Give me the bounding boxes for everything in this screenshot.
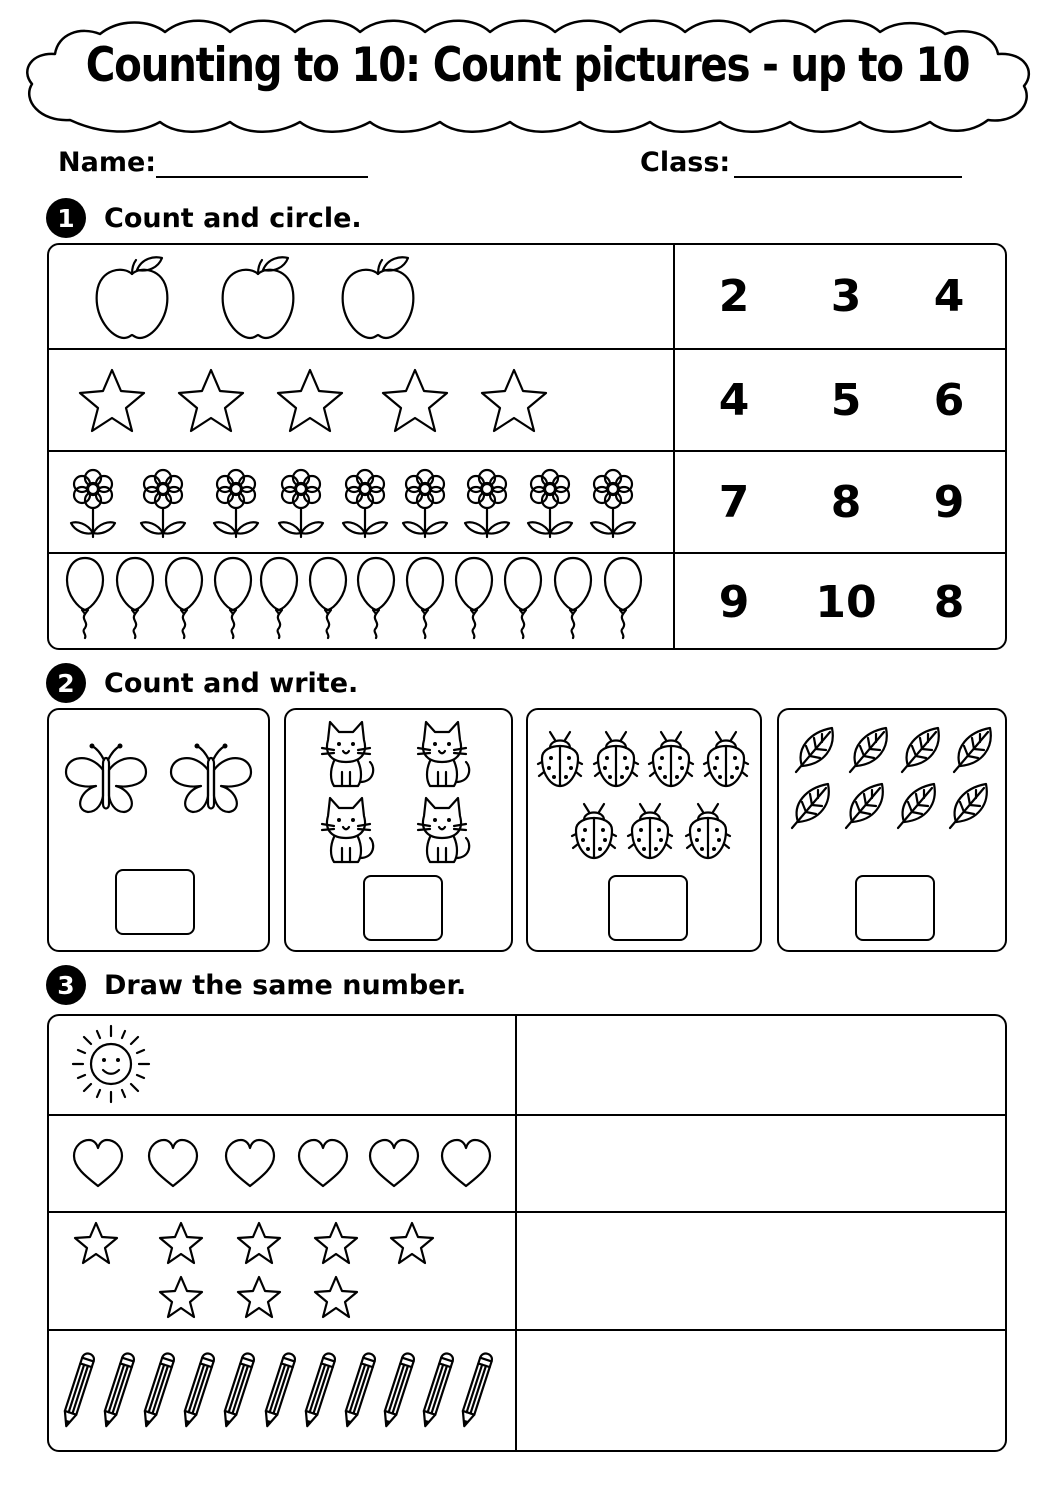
section-1-instruction: Count and circle.: [104, 202, 362, 234]
balloon-icon: [261, 558, 297, 638]
star-icon: [278, 370, 342, 431]
balloon-icon: [358, 558, 394, 638]
option-number[interactable]: 3: [830, 271, 862, 322]
option-number[interactable]: 2: [718, 271, 750, 322]
flower-icon: [591, 470, 635, 537]
balloons-row: [67, 558, 641, 638]
option-number[interactable]: 4: [933, 271, 965, 322]
apple-icon: [97, 257, 168, 338]
option-number[interactable]: 8: [933, 577, 965, 628]
apple-icon: [343, 257, 414, 338]
balloon-icon: [117, 558, 153, 638]
section-2-header: [46, 663, 358, 703]
flower-icon: [141, 470, 185, 537]
flower-icon: [279, 470, 323, 537]
star-icon: [179, 370, 243, 431]
option-number[interactable]: 9: [933, 477, 965, 528]
section-3-instruction: Draw the same number.: [104, 969, 467, 1001]
drawing-area[interactable]: [518, 1214, 1004, 1328]
balloon-icon: [505, 558, 541, 638]
option-number[interactable]: 4: [718, 375, 750, 426]
answer-box[interactable]: [855, 875, 935, 941]
balloon-icon: [310, 558, 346, 638]
name-label: Name:: [58, 147, 157, 178]
balloon-icon: [67, 558, 103, 638]
answer-box[interactable]: [115, 869, 195, 935]
section-2-number: 2: [46, 663, 86, 703]
balloon-icon: [407, 558, 443, 638]
page-title: Counting to 10: Count pictures - up to 10: [85, 38, 970, 93]
flower-icon: [214, 470, 258, 537]
section-1-number: 1: [46, 198, 86, 238]
option-number[interactable]: 5: [830, 375, 862, 426]
balloon-icon: [215, 558, 251, 638]
answer-box[interactable]: [608, 875, 688, 941]
option-number[interactable]: 6: [933, 375, 965, 426]
row-divider: [48, 1329, 1006, 1331]
balloon-icon: [166, 558, 202, 638]
flowers-row: [71, 470, 635, 537]
flower-icon: [343, 470, 387, 537]
flower-icon: [528, 470, 572, 537]
flower-icon: [465, 470, 509, 537]
option-number[interactable]: 7: [718, 477, 750, 528]
star-icon: [80, 370, 144, 431]
option-number[interactable]: 10: [815, 577, 877, 628]
drawing-area[interactable]: [518, 1117, 1004, 1210]
stars-row: [80, 370, 546, 431]
apple-icon: [223, 257, 294, 338]
balloon-icon: [456, 558, 492, 638]
section-3-header: [46, 965, 466, 1005]
row-divider: [48, 1211, 1006, 1213]
flower-icon: [403, 470, 447, 537]
section-3-number: 3: [46, 965, 86, 1005]
table-divider: [515, 1015, 517, 1451]
star-icon: [482, 370, 546, 431]
option-number[interactable]: 9: [718, 577, 750, 628]
drawing-area[interactable]: [518, 1332, 1004, 1450]
row-divider: [48, 1114, 1006, 1116]
flower-icon: [71, 470, 115, 537]
star-icon: [383, 370, 447, 431]
drawing-area[interactable]: [518, 1017, 1004, 1113]
option-number[interactable]: 8: [830, 477, 862, 528]
apples-row: [97, 257, 414, 338]
section-2-instruction: Count and write.: [104, 667, 359, 699]
balloon-icon: [605, 558, 641, 638]
balloon-icon: [555, 558, 591, 638]
class-label: Class:: [640, 147, 731, 178]
answer-box[interactable]: [363, 875, 443, 941]
